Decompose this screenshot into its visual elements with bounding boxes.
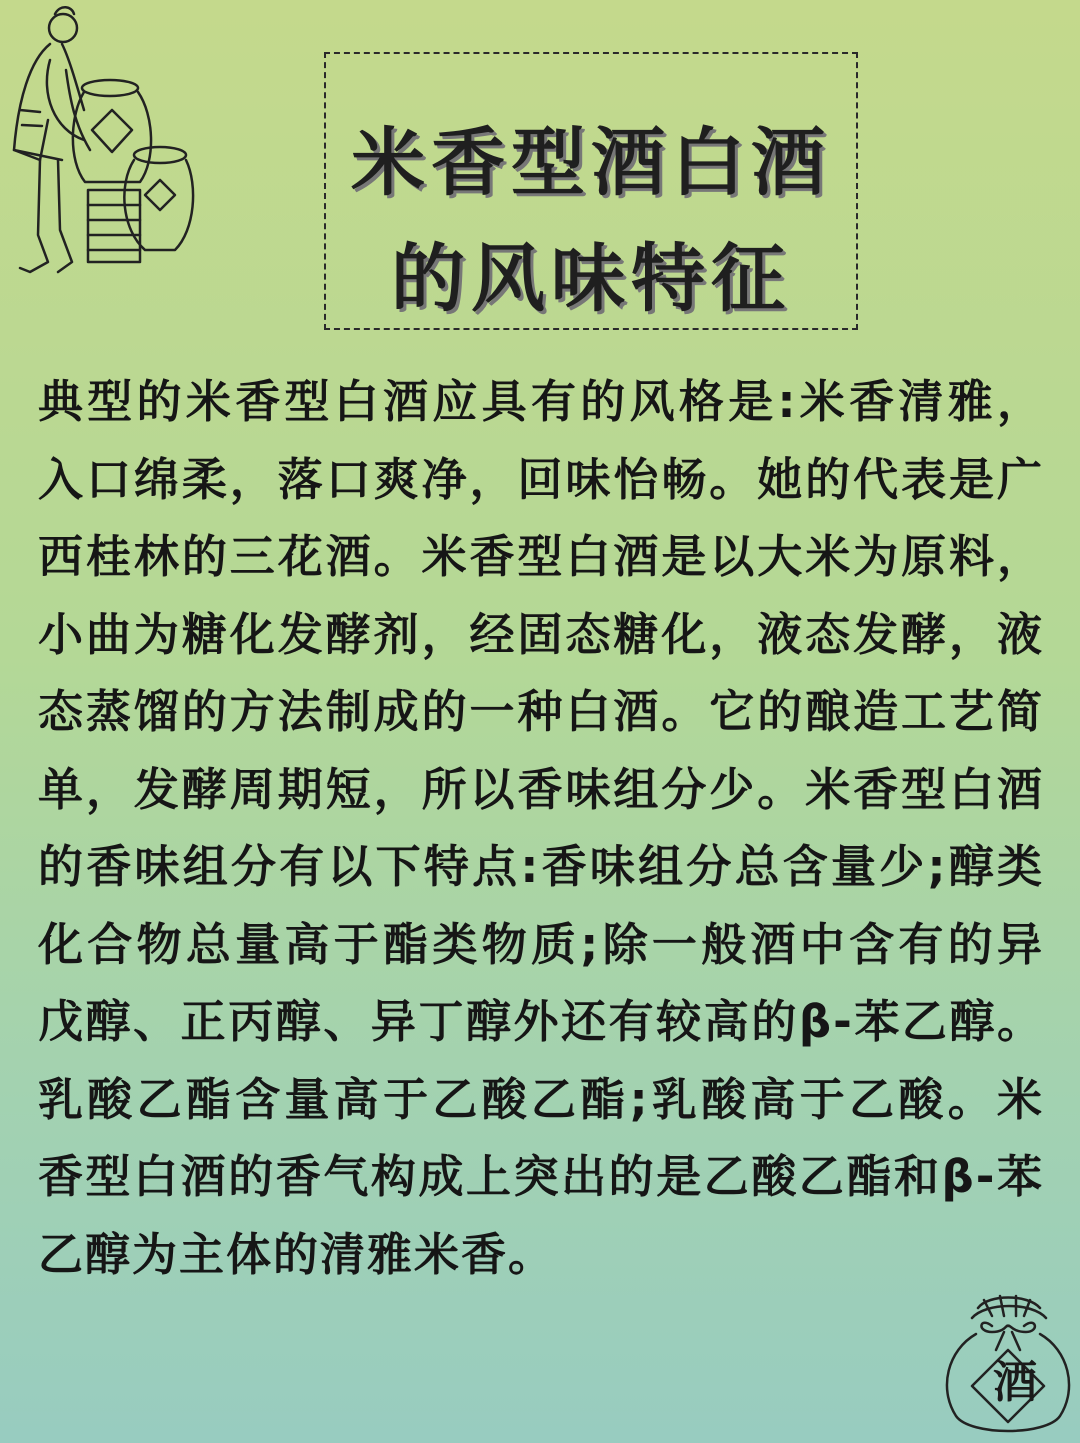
page-title-line-2: 的风味特征 bbox=[391, 236, 791, 322]
jar-label-char: 酒 bbox=[993, 1357, 1037, 1408]
page-title-line-1: 米香型酒白酒 bbox=[351, 120, 831, 206]
body-paragraph: 典型的米香型白酒应具有的风格是:米香清雅，入口绵柔，落口爽净，回味怡畅。她的代表是广西桂林的三花酒。米香型白酒是以大米为原料，小曲为糖化发酵剂，经固态糖化，液态发酵，液态蒸馏的方法制成的一种白酒。它的酿造工艺简单，发酵周期短，所以香味组分少。米香型白酒的香味组分有以下特点:香味组分总含量少;醇类化合物总量高于酯类物质;除一般酒中含有的异戊醇、正丙醇、异丁醇外还有较高的β-苯乙醇。乳酸乙酯含量高于乙酸乙酯;乳酸高于乙酸。米香型白酒的香气构成上突出的是乙酸乙酯和β-苯乙醇为主体的清雅米香。 bbox=[38, 375, 1044, 1281]
winemaker-with-jar-icon bbox=[0, 0, 195, 282]
title-box bbox=[324, 52, 858, 330]
